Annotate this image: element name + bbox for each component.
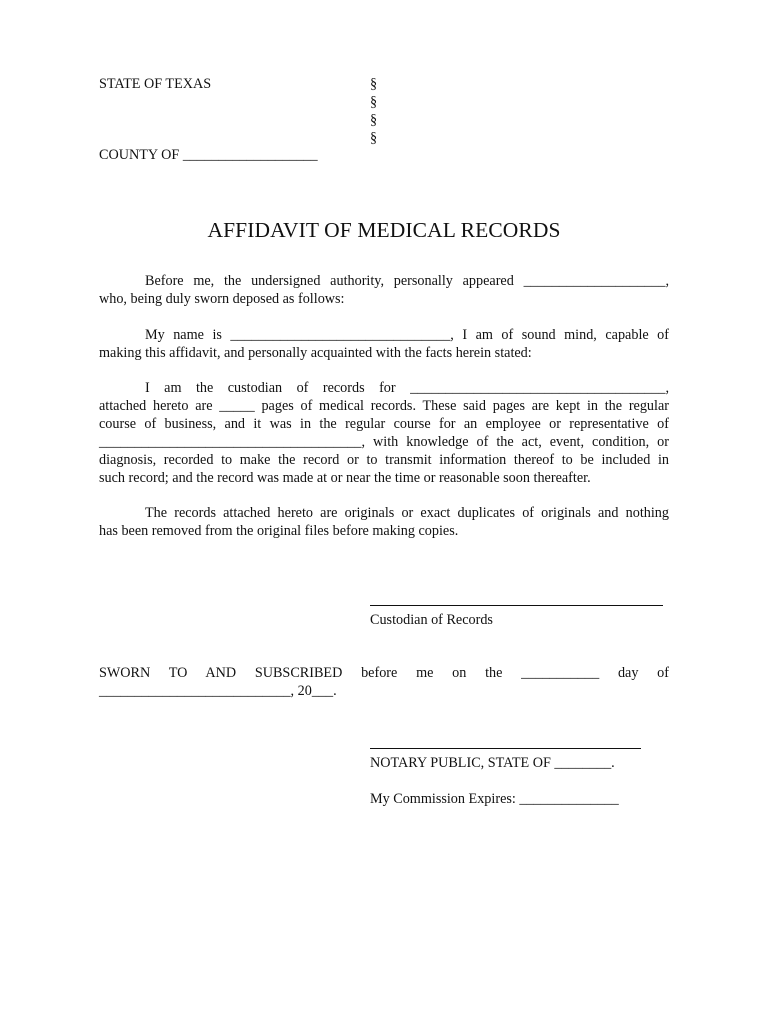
paragraph-line: such record; and the record was made at or near the time or reasonable soon thereafter. bbox=[99, 470, 591, 486]
custodian-paragraph bbox=[99, 379, 669, 487]
paragraph-line: My name is _______________________________, I am of sound mind, capable of bbox=[145, 327, 669, 343]
section-symbols bbox=[370, 75, 377, 147]
section-symbol: § bbox=[370, 130, 378, 146]
custodian-signature-line[interactable] bbox=[370, 605, 663, 606]
paragraph-line: making this affidavit, and personally acquainted with the facts herein stated: bbox=[99, 345, 532, 361]
paragraph-line: has been removed from the original files before making copies. bbox=[99, 523, 459, 539]
commission-expires: My Commission Expires: ______________ bbox=[370, 791, 619, 807]
section-symbol: § bbox=[370, 112, 378, 128]
originals-paragraph bbox=[99, 504, 669, 540]
custodian-signature-label: Custodian of Records bbox=[370, 612, 493, 628]
paragraph-line: I am the custodian of records for ____________________________________, bbox=[145, 380, 669, 396]
sworn-paragraph bbox=[99, 664, 669, 700]
paragraph-line: who, being duly sworn deposed as follows: bbox=[99, 291, 345, 307]
identity-paragraph bbox=[99, 326, 669, 362]
state-heading: STATE OF TEXAS bbox=[99, 76, 212, 92]
section-symbol: § bbox=[370, 76, 378, 92]
paragraph-line: attached hereto are _____ pages of medical records. These said pages are kept in the regular bbox=[99, 398, 669, 414]
document-title: AFFIDAVIT OF MEDICAL RECORDS bbox=[207, 218, 561, 242]
paragraph-line: SWORN TO AND SUBSCRIBED before me on the ___________ day of bbox=[99, 665, 669, 681]
notary-signature-line[interactable] bbox=[370, 748, 641, 749]
paragraph-line: The records attached hereto are originals or exact duplicates of originals and nothing bbox=[145, 505, 669, 521]
paragraph-line: Before me, the undersigned authority, personally appeared ____________________, bbox=[145, 273, 669, 289]
paragraph-line: ___________________________, 20___. bbox=[99, 683, 337, 699]
notary-label: NOTARY PUBLIC, STATE OF ________. bbox=[370, 755, 615, 771]
paragraph-line: course of business, and it was in the regular course for an employee or representative of bbox=[99, 416, 669, 432]
county-field[interactable]: COUNTY OF ___________________ bbox=[99, 147, 318, 163]
section-symbol: § bbox=[370, 94, 378, 110]
paragraph-line: _____________________________________, with knowledge of the act, event, condition, or bbox=[99, 434, 669, 450]
appearance-paragraph bbox=[99, 272, 669, 308]
paragraph-line: diagnosis, recorded to make the record or to transmit information thereof to be included in bbox=[99, 452, 669, 468]
